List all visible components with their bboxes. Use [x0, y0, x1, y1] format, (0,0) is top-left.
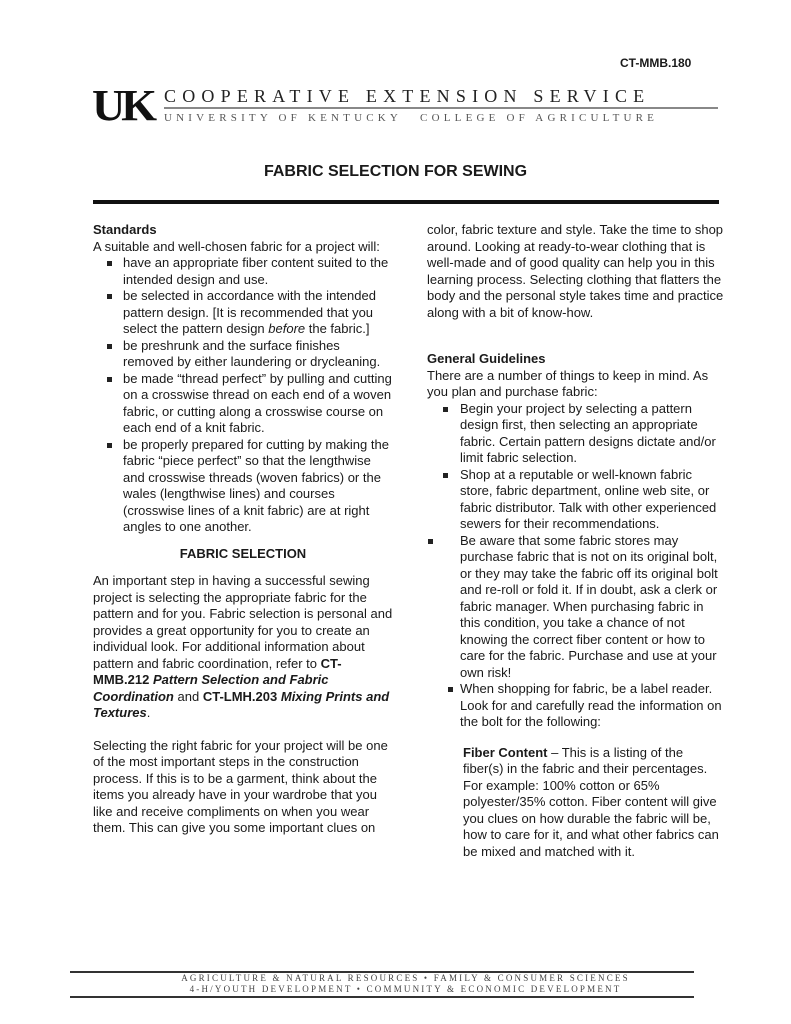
list-item: [427, 401, 727, 467]
list-item-text: Be aware that some fabric stores may purchase fabric that is not on its original bolt, or they may take the fabric off its original bolt and re-roll or fold it. If in doubt, ask a clerk or fabric manager. When purchasing fabric in this condition, you take a chance of not knowing the correct fiber content or how to care for the fabric. Purchase and use at your own risk!: [460, 532, 718, 680]
dash: –: [547, 744, 562, 760]
org-subtitle: [164, 112, 724, 124]
fiber-content-paragraph: [427, 745, 727, 861]
bullet-icon: [107, 443, 112, 448]
wardrobe-paragraph: Selecting the right fabric for your project will be one of the most important steps in the construction process. If this is to be a garment, think about the items you already have in your wardrobe that you like and receive compliments on when you wear them. This can give you some important clues on: [93, 737, 388, 835]
list-item: [93, 437, 393, 536]
title-divider: [93, 200, 719, 204]
bullet-icon: [107, 261, 112, 266]
reference-code: CT-MMB.212: [93, 655, 342, 687]
list-item-text: be made “thread perfect” by pulling and cutting on a crosswise thread on each end of a woven fabric, or cutting along a crosswise course on each end of a knit fabric.: [123, 370, 392, 435]
bullet-icon: [448, 687, 453, 692]
header-divider: [164, 107, 718, 109]
bullet-icon: [443, 407, 448, 412]
list-item-text: the fabric.]: [305, 321, 370, 336]
list-item-text: be properly prepared for cutting by making the fabric “piece perfect” so that the lengthwise and crosswise threads (woven fabrics) or the wales (lengthwise lines) and courses (crosswise lines of a knit fabric) are at right angles to one another.: [123, 436, 389, 534]
continued-paragraph: color, fabric texture and style. Take the time to shop around. Looking at ready-to-wear clothing that is well-made and of good quality can help you in this learning process. Selecting clothing that flatters the body and the personal style takes time and practice along with a bit of know-how.: [427, 222, 724, 320]
bullet-icon: [107, 344, 112, 349]
fabric-selection-paragraph: [93, 573, 393, 722]
footer-divider-bottom: [70, 996, 694, 998]
standards-intro: A suitable and well-chosen fabric for a project will:: [93, 238, 380, 254]
guidelines-intro: There are a number of things to keep in mind. As you plan and purchase fabric:: [427, 367, 709, 399]
left-column: [93, 222, 393, 837]
footer-line-1: AGRICULTURE & NATURAL RESOURCES • FAMILY & CONSUMER SCIENCES: [181, 973, 630, 983]
right-column: [427, 222, 727, 860]
reference-title: Pattern Selection and Fabric Coordination: [93, 672, 329, 704]
list-item-text: have an appropriate fiber content suited to the intended design and use.: [123, 255, 389, 287]
paragraph-text: and: [177, 688, 203, 704]
list-item: [93, 338, 393, 371]
reference-title: Mixing Prints and Textures: [93, 688, 390, 720]
list-item-text: Begin your project by selecting a pattern design first, then selecting an appropriate fabric. Certain pattern designs dictate and/or limit fabric selection.: [460, 400, 716, 465]
fabric-selection-heading: FABRIC SELECTION: [179, 545, 307, 561]
fiber-content-heading: Fiber Content: [463, 744, 548, 760]
list-item-text: be selected in accordance with the intended pattern design. [It is recommended that you select the pattern design: [123, 288, 376, 336]
list-item: [427, 533, 727, 682]
uk-logo: [92, 81, 156, 130]
list-item: [93, 288, 393, 338]
bullet-icon: [443, 473, 448, 478]
emphasis-text: before: [268, 321, 306, 336]
list-item: [427, 681, 727, 731]
list-item: [93, 371, 393, 437]
org-title: COOPERATIVE EXTENSION SERVICE: [164, 86, 651, 106]
fiber-content-text: This is a listing of the fiber(s) in the fabric and their percentages. For example: 100% cotton or 65% polyester/35% cotton. Fiber content will give you clues on how durable the fabric will be, how to care for it, and what other fabrics can be mixed and matched with it.: [463, 744, 719, 859]
guidelines-list: [427, 401, 727, 731]
university-name: UNIVERSITY OF KENTUCKY: [164, 112, 403, 124]
reference-code: CT-LMH.203: [202, 688, 278, 704]
footer-line-2: 4-H/YOUTH DEVELOPMENT • COMMUNITY & ECONOMIC DEVELOPMENT: [189, 984, 622, 994]
college-name: COLLEGE OF AGRICULTURE: [420, 112, 659, 124]
list-item-text: When shopping for fabric, be a label reader. Look for and carefully read the information on the bolt for the following:: [460, 681, 722, 729]
bullet-icon: [428, 539, 433, 544]
uk-logo-text: UK: [92, 81, 153, 130]
document-number: CT-MMB.180: [620, 56, 692, 70]
bullet-icon: [107, 294, 112, 299]
list-item-text: be preshrunk and the surface finishes removed by either laundering or drycleaning.: [123, 337, 381, 369]
paragraph-text: An important step in having a successful sewing project is selecting the appropriate fabric for the pattern and for you. Fabric selection is personal and provides a great opportunity for you to create an individual look. For additional information about pattern and fabric coordination, refer to: [93, 573, 393, 671]
bullet-icon: [107, 377, 112, 382]
list-item: [93, 255, 393, 288]
page-title: FABRIC SELECTION FOR SEWING: [263, 163, 528, 180]
list-item: [427, 467, 727, 533]
standards-heading: Standards: [93, 222, 157, 237]
guidelines-heading: General Guidelines: [427, 351, 546, 366]
paragraph-text: .: [146, 705, 151, 720]
list-item-text: Shop at a reputable or well-known fabric store, fabric department, online web site, or fabric distributor. Talk with other experienced sewers for their recommendations.: [460, 466, 717, 531]
standards-list: [93, 255, 393, 536]
